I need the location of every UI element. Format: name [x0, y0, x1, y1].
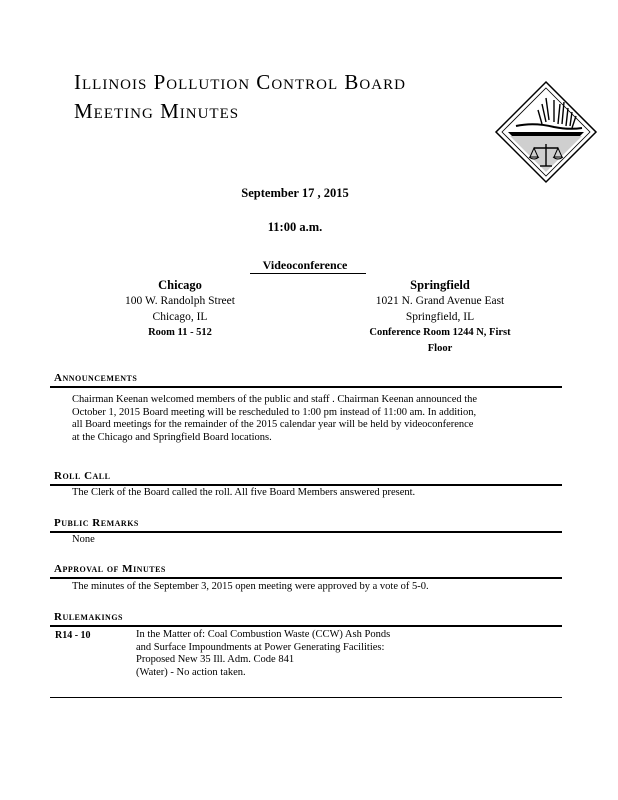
- location-chicago-street: 100 W. Randolph Street: [125, 295, 235, 307]
- rulemaking-line: and Surface Impoundments at Power Generating Facilities:: [136, 641, 385, 653]
- announcements-line: all Board meetings for the remainder of the 2015 calendar year will be held by videoconference: [72, 419, 474, 430]
- section-divider: [50, 386, 562, 388]
- meeting-time: 11:00 a.m.: [267, 220, 323, 234]
- announcements-line: October 1, 2015 Board meeting will be rescheduled to 1:00 pm instead of 11:00 am. In addition,: [72, 406, 477, 418]
- section-heading-roll-call: Roll Call: [54, 470, 111, 482]
- document-title-line2: Meeting Minutes: [74, 99, 240, 123]
- section-divider: [50, 577, 562, 579]
- location-springfield: [335, 277, 545, 357]
- section-divider: [50, 625, 562, 627]
- rulemaking-description: [136, 629, 456, 679]
- location-springfield-room: Conference Room 1244 N, First: [369, 327, 511, 338]
- rulemaking-line: (Water) - No action taken.: [136, 666, 246, 678]
- rulemakings-bottom-divider: [50, 697, 562, 698]
- location-chicago-room: Room 11 - 512: [148, 327, 212, 338]
- location-springfield-name: Springfield: [410, 278, 470, 292]
- board-seal-logo-icon: [494, 80, 598, 184]
- section-heading-rulemakings: Rulemakings: [54, 611, 124, 623]
- rulemaking-number: R14 - 10: [55, 630, 91, 641]
- approval-text: The minutes of the September 3, 2015 open meeting were approved by a vote of 5-0.: [72, 581, 429, 592]
- announcements-text: [72, 394, 542, 444]
- announcements-line: Chairman Keenan welcomed members of the public and staff . Chairman Keenan announced the: [72, 394, 478, 405]
- section-divider: [50, 484, 562, 486]
- section-heading-announcements: Announcements: [54, 372, 138, 384]
- meeting-format: Videoconference: [240, 258, 370, 274]
- rulemaking-line: In the Matter of: Coal Combustion Waste (CCW) Ash Ponds: [136, 629, 391, 640]
- location-springfield-city: Springfield, IL: [405, 311, 475, 323]
- roll-call-text: The Clerk of the Board called the roll. All five Board Members answered present.: [72, 487, 416, 498]
- public-remarks-text: None: [72, 534, 95, 545]
- section-heading-public-remarks: Public Remarks: [54, 517, 139, 529]
- section-heading-approval-of-minutes: Approval of Minutes: [54, 563, 166, 575]
- location-chicago: [105, 277, 255, 341]
- location-springfield-street: 1021 N. Grand Avenue East: [375, 295, 505, 307]
- location-chicago-name: Chicago: [158, 278, 202, 292]
- document-title-line1: Illinois Pollution Control Board: [74, 70, 406, 94]
- meeting-date: September 17 , 2015: [241, 186, 349, 200]
- location-springfield-room-line2: Floor: [427, 343, 453, 354]
- section-divider: [50, 531, 562, 533]
- rulemaking-line: Proposed New 35 Ill. Adm. Code 841: [136, 654, 295, 665]
- location-chicago-city: Chicago, IL: [152, 311, 208, 323]
- announcements-line: at the Chicago and Springfield Board locations.: [72, 431, 272, 443]
